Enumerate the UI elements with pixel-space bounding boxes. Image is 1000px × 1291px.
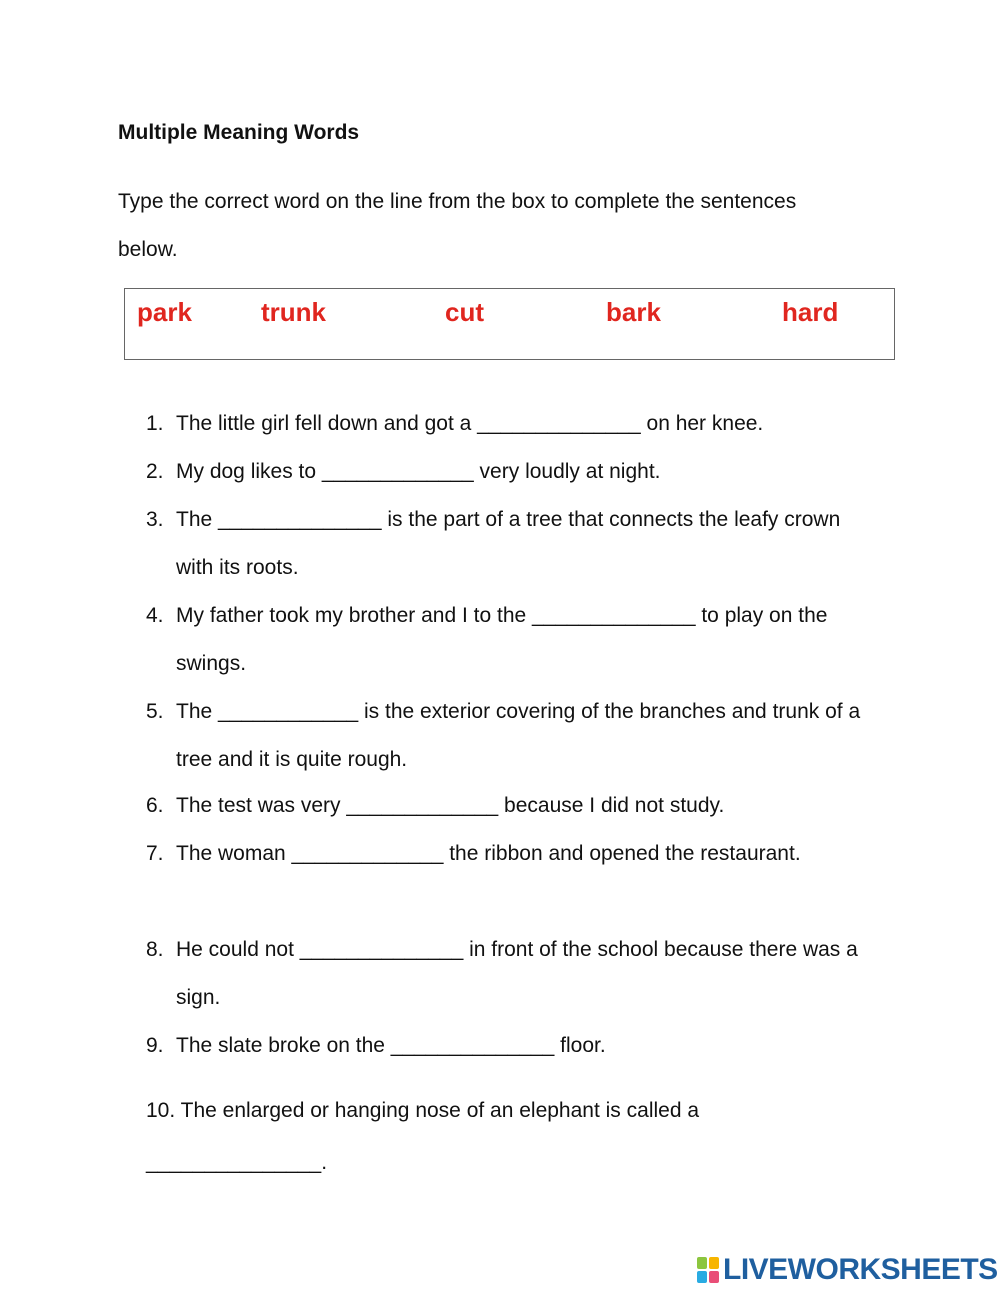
question-number: 3. [146, 508, 164, 531]
word-bank-item: bark [606, 297, 661, 327]
liveworksheets-logo [697, 1254, 998, 1286]
question-number: 9. [146, 1034, 164, 1057]
liveworksheets-logo-icon [697, 1257, 719, 1283]
question-10: 10. The enlarged or hanging nose of an elephant is called a _______________. [146, 1099, 700, 1174]
question-text: The ______________ is the part of a tree that connects the leafy crown with its roots. [176, 508, 841, 579]
page-title: Multiple Meaning Words [118, 121, 360, 144]
word-bank-item: trunk [261, 297, 326, 327]
question-number: 2. [146, 460, 164, 483]
word-bank-item: hard [782, 297, 839, 327]
logo-text: LIVEWORKSHEETS [723, 1253, 998, 1286]
question-number: 4. [146, 604, 164, 627]
question-number: 6. [146, 794, 164, 817]
question-number: 5. [146, 700, 164, 723]
question-number: 1. [146, 412, 164, 435]
word-bank-item: cut [445, 297, 484, 327]
question-text: The little girl fell down and got a ______________ on her knee. [176, 412, 764, 435]
word-bank-item: park [137, 297, 192, 327]
word-bank-box [124, 288, 895, 360]
question-number: 8. [146, 938, 164, 961]
question-text: The test was very _____________ because I did not study. [176, 794, 725, 817]
question-text: The slate broke on the ______________ floor. [176, 1034, 606, 1057]
instructions: Type the correct word on the line from the box to complete the sentences below. [118, 190, 797, 261]
question-number: 7. [146, 842, 164, 865]
question-text: My father took my brother and I to the ______________ to play on the swings. [176, 604, 828, 675]
question-text: The woman _____________ the ribbon and opened the restaurant. [176, 842, 801, 865]
question-text: The ____________ is the exterior covering of the branches and trunk of a tree and it is quite rough. [176, 700, 861, 771]
question-text: He could not ______________ in front of the school because there was a sign. [176, 938, 858, 1009]
question-text: My dog likes to _____________ very loudly at night. [176, 460, 661, 483]
